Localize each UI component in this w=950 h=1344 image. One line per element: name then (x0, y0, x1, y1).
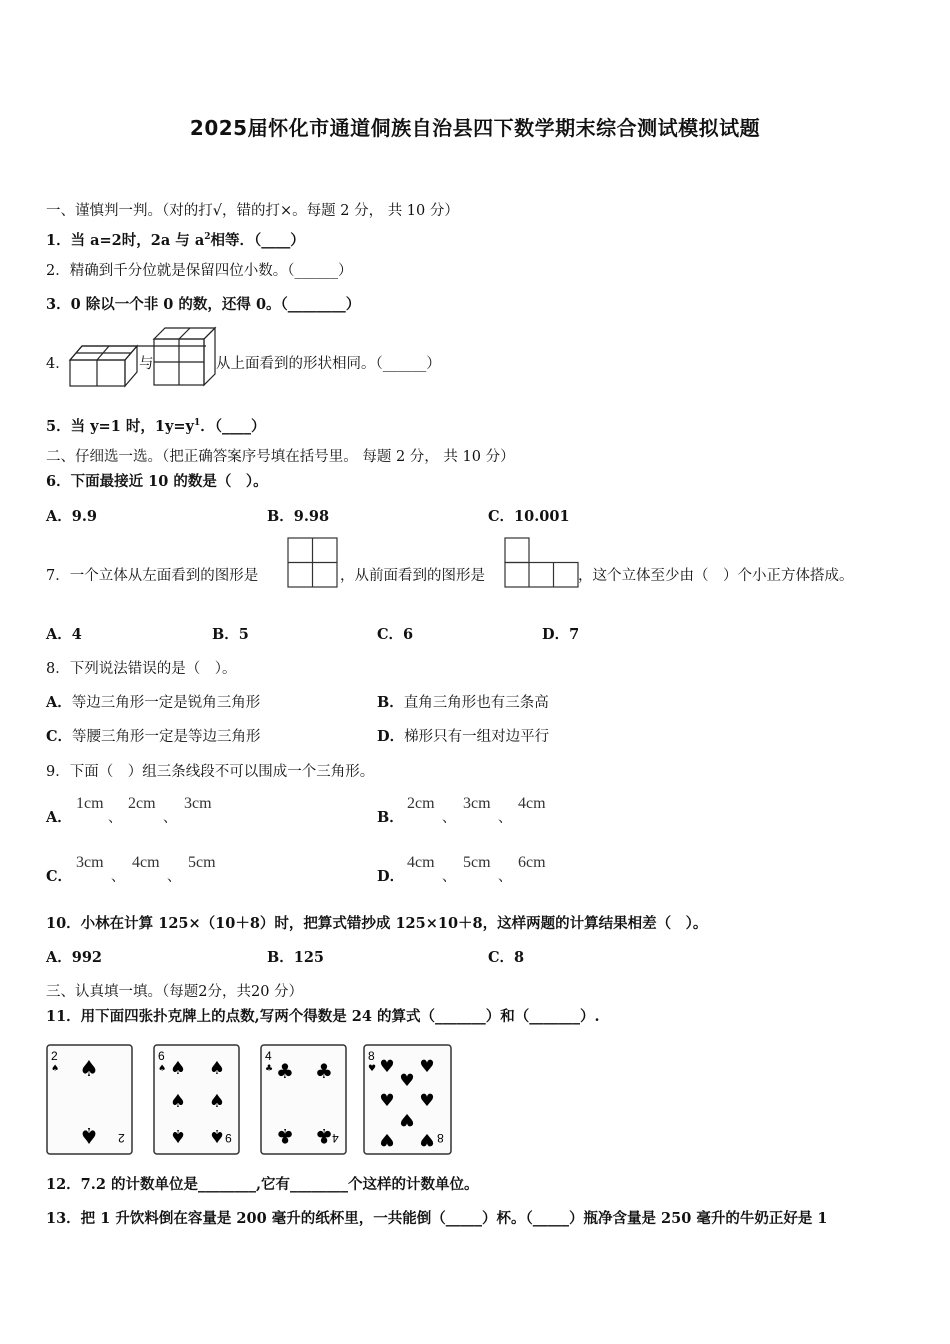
q9-c-segment-3: 5cm (188, 854, 216, 871)
q6-option-b: B．9.98 (267, 508, 330, 525)
svg-text:♠: ♠ (79, 1057, 99, 1082)
card-1-rank: 2 (51, 1049, 58, 1063)
svg-text:♠: ♠ (158, 1064, 167, 1074)
q10-option-b: B．125 (267, 949, 325, 966)
svg-text:2: 2 (118, 1131, 125, 1145)
playing-card-8-hearts (363, 1044, 453, 1156)
q9-option-c: C． (46, 868, 73, 885)
section-3-heading: 三、认真填一填。（每题2分，共20 分） (46, 984, 304, 1000)
question-12: 12．7.2 的计数单位是________,它有________个这样的计数单位。 (46, 1176, 479, 1193)
q9-a-segment-2: 2cm (128, 795, 156, 812)
q7-option-a: A．4 (46, 626, 82, 643)
q9-c-separator-1: 、 (111, 869, 125, 885)
q9-c-segment-1: 3cm (76, 854, 104, 871)
playing-card-6-spades (153, 1044, 241, 1156)
q9-d-segment-1: 4cm (407, 854, 435, 871)
q7-text-b: ，从前面看到的图形是 (340, 568, 485, 584)
q1-number: 1． (46, 231, 71, 249)
q10-option-c: C．8 (488, 949, 525, 966)
playing-card-4-clubs (260, 1044, 348, 1156)
q9-b-segment-3: 4cm (518, 795, 546, 812)
question-3: 3．0 除以一个非 0 的数，还得 0。（________） (46, 296, 361, 313)
q7-front-view-figure (504, 537, 580, 589)
q8-option-c-label: C． (46, 728, 73, 745)
q8-option-b-text: 直角三角形也有三条高 (403, 695, 549, 711)
q5-text-b: ．（____） (200, 417, 266, 435)
q7-text-c: ，这个立体至少由（ ）个小正方体搭成。 (578, 568, 854, 584)
question-8: 8．下列说法错误的是（ ）。 (46, 661, 237, 677)
q1-text-b: 相等．（____） (210, 231, 305, 249)
q4-number: 4． (46, 356, 70, 372)
svg-text:♣: ♣ (315, 1059, 333, 1083)
q8-option-d (377, 727, 549, 747)
q6-option-c: C．10.001 (488, 508, 570, 525)
q8-option-a (46, 693, 260, 713)
svg-text:♠: ♠ (169, 1091, 187, 1112)
svg-text:8: 8 (437, 1131, 444, 1145)
q9-b-separator-1: 、 (442, 810, 456, 826)
q8-option-b-label: B． (377, 694, 404, 711)
q6-option-a: A．9.9 (46, 508, 97, 525)
svg-text:♥: ♥ (379, 1129, 395, 1149)
q9-b-segment-1: 2cm (407, 795, 435, 812)
q9-b-segment-2: 3cm (463, 795, 491, 812)
q9-a-segment-1: 1cm (76, 795, 104, 812)
svg-text:♥: ♥ (419, 1091, 435, 1111)
question-6: 6．下面最接近 10 的数是（ ）。 (46, 473, 268, 490)
q4-text: 从上面看到的形状相同。（______） (216, 356, 441, 372)
svg-text:♣: ♣ (276, 1124, 294, 1148)
q5-text-a: 5．当 y=1 时，1y=y (46, 417, 194, 435)
svg-text:♥: ♥ (368, 1064, 377, 1074)
q1-text-a: 当 a=2时，2a 与 a (70, 231, 205, 249)
svg-text:♣: ♣ (315, 1124, 333, 1148)
svg-text:♣: ♣ (265, 1064, 274, 1074)
q9-d-separator-2: 、 (498, 869, 512, 885)
q7-option-b: B．5 (212, 626, 249, 643)
q9-option-a: A． (46, 809, 72, 826)
svg-text:♥: ♥ (379, 1057, 395, 1077)
question-10: 10．小林在计算 125×（10＋8）时，把算式错抄成 125×10＋8，这样两题的计算结果相差（ ）。 (46, 915, 708, 932)
q7-option-c: C．6 (377, 626, 414, 643)
q4-cube-figure-b (153, 327, 217, 387)
q8-option-a-label: A． (46, 694, 72, 711)
q9-c-segment-2: 4cm (132, 854, 160, 871)
question-2: 2．精确到千分位就是保留四位小数。（______） (46, 263, 353, 279)
svg-text:4: 4 (332, 1131, 339, 1145)
card-3-rank: 4 (265, 1049, 272, 1063)
section-2-heading: 二、仔细选一选。（把正确答案序号填在括号里。 每题 2 分， 共 10 分） (46, 449, 515, 465)
section-1-heading: 一、谨慎判一判。（对的打√，错的打×。每题 2 分， 共 10 分） (46, 203, 459, 219)
svg-text:♠: ♠ (79, 1122, 99, 1147)
page-title: 2025届怀化市通道侗族自治县四下数学期末综合测试模拟试题 (189, 116, 761, 140)
q9-d-segment-3: 6cm (518, 854, 546, 871)
svg-text:♣: ♣ (276, 1059, 294, 1083)
q9-a-segment-3: 3cm (184, 795, 212, 812)
q9-a-separator-1: 、 (108, 810, 122, 826)
q7-text-a: 7．一个立体从左面看到的图形是 (46, 568, 259, 584)
q8-option-a-text: 等边三角形一定是锐角三角形 (71, 695, 261, 711)
question-11: 11．用下面四张扑克牌上的点数,写两个得数是 24 的算式（_______）和（_______）. (46, 1008, 600, 1025)
question-13: 13．把 1 升饮料倒在容量是 200 毫升的纸杯里，一共能倒（_____）杯。（_____）瓶净含量是 250 毫升的牛奶正好是 1 (46, 1210, 828, 1227)
q1-superscript: 2 (204, 232, 211, 242)
card-2-rank: 6 (158, 1049, 165, 1063)
q9-option-d: D． (377, 868, 405, 885)
q9-option-b: B． (377, 809, 404, 826)
question-9: 9．下面（ ）组三条线段不可以围成一个三角形。 (46, 764, 375, 780)
svg-text:♥: ♥ (379, 1091, 395, 1111)
svg-text:♠: ♠ (208, 1058, 226, 1079)
q9-b-separator-2: 、 (498, 810, 512, 826)
question-1 (46, 227, 305, 251)
q4-cube-figure-a (69, 343, 139, 388)
q8-option-c-text: 等腰三角形一定是等边三角形 (72, 729, 261, 745)
playing-card-2-spades (46, 1044, 134, 1156)
q8-option-d-text: 梯形只有一组对边平行 (404, 729, 550, 745)
svg-text:♥: ♥ (399, 1071, 415, 1091)
svg-text:♥: ♥ (419, 1129, 435, 1149)
q8-option-c (46, 727, 261, 747)
svg-text:♥: ♥ (419, 1057, 435, 1077)
svg-text:♠: ♠ (169, 1125, 187, 1146)
q8-option-d-label: D． (377, 728, 405, 745)
q4-conjunction: 与 (139, 356, 154, 372)
svg-text:♠: ♠ (51, 1064, 60, 1074)
q9-d-separator-1: 、 (442, 869, 456, 885)
card-4-rank: 8 (368, 1049, 375, 1063)
q10-option-a: A．992 (46, 949, 103, 966)
svg-text:♠: ♠ (208, 1091, 226, 1112)
q7-left-view-figure (287, 537, 339, 589)
svg-text:♥: ♥ (399, 1109, 415, 1129)
q9-d-segment-2: 5cm (463, 854, 491, 871)
q7-option-d: D．7 (542, 626, 580, 643)
q8-option-b (377, 693, 549, 713)
q9-a-separator-2: 、 (163, 810, 177, 826)
svg-text:♠: ♠ (208, 1125, 226, 1146)
q5-superscript: 1 (193, 418, 201, 428)
q9-c-separator-2: 、 (167, 869, 181, 885)
svg-text:♠: ♠ (169, 1058, 187, 1079)
svg-text:9: 9 (225, 1131, 232, 1145)
question-5 (46, 413, 265, 437)
